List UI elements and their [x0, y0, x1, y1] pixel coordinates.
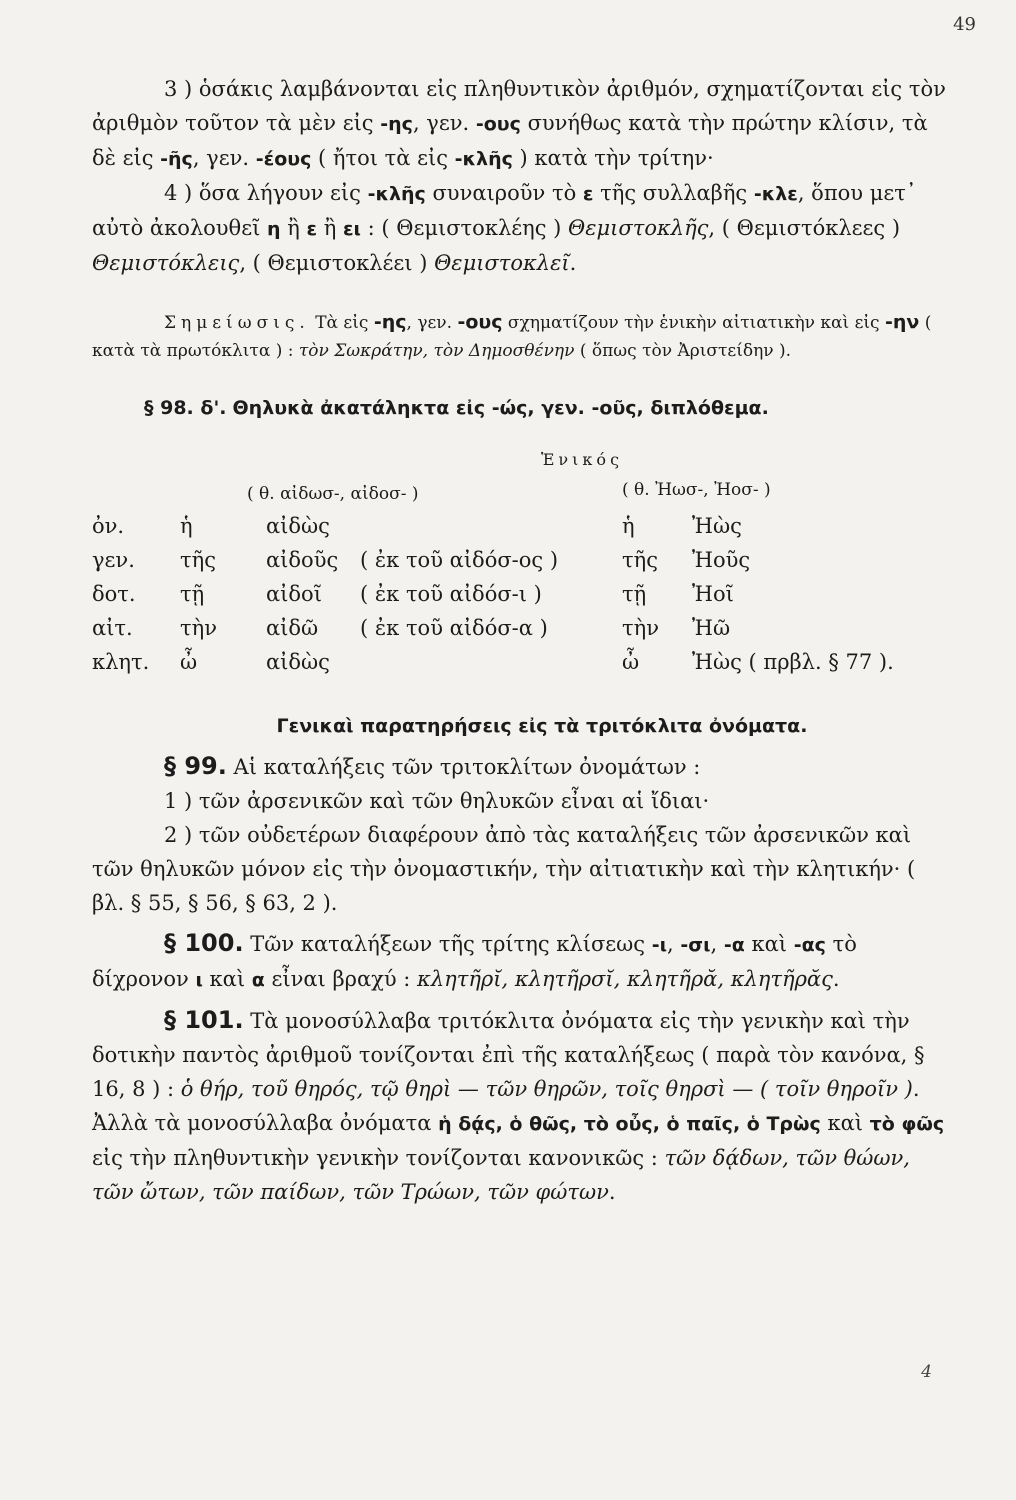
stem-aidos: ( θ. αἰδωσ-, αἰδοσ- ): [247, 484, 419, 504]
section-99-item-2: 2 ) τῶν οὐδετέρων διαφέρουν ἀπὸ τὰς καταλήξεις τῶν ἀρσενικῶν καὶ τῶν θηλυκῶν μόνον εἰς τὴν ὀνομαστικήν, τὴν αἰτιατικὴν καὶ τὴν κλητικήν· ( βλ. § 55, § 56, § 63, 2 ).: [92, 823, 916, 915]
table-row: αἰτ. τὴν αἰδῶ ( ἐκ τοῦ αἰδόσ-α ) τὴν Ἠῶ: [92, 616, 731, 640]
section-98-heading: § 98. δ'. Θηλυκὰ ἀκατάληκτα εἰς -ώς, γεν. -οῦς, διπλόθεμα.: [144, 397, 769, 419]
page-content: [92, 72, 952, 1209]
paragraph-3: 3 ) ὁσάκις λαμβάνονται εἰς πληθυντικὸν ἀριθμόν, σχηματίζονται εἰς τὸν ἀριθμὸν τοῦτον τὰ μὲν εἰς -ης, γεν. -ους συνήθως κατὰ τὴν πρώτην κλίσιν, τὰ δὲ εἰς -ῆς, γεν. -έους ( ἤτοι τὰ εἰς -κλῆς ) κατὰ τὴν τρίτην·: [92, 77, 946, 170]
section-99: [92, 749, 952, 920]
remark-note: Σημείωσις. Τὰ εἰς -ης, γεν. -ους σχηματίζουν τὴν ἑνικὴν αἰτιατικὴν καὶ εἰς -ην ( κατὰ τὰ πρωτόκλιτα ) : τὸν Σωκράτην, τὸν Δημοσθένην ( ὅπως τὸν Ἀριστείδην ).: [92, 311, 932, 361]
general-remarks-heading: Γενικαὶ παρατηρήσεις εἰς τὰ τριτόκλιτα ὀνόματα.: [276, 715, 808, 737]
table-row: ὀν. ἡ αἰδὼς ἡ Ἠὼς: [92, 514, 742, 538]
section-101: § 101. Τὰ μονοσύλλαβα τριτόκλιτα ὀνόματα εἰς τὴν γενικὴν καὶ τὴν δοτικὴν παντὸς ἀριθμοῦ τονίζονται ἐπὶ τῆς καταλήξεως ( παρὰ τὸν κανόνα, § 16, 8 ) : ὁ θήρ, τοῦ θηρός, τῷ θηρὶ — τῶν θηρῶν, τοῖς θηρσὶ — ( τοῖν θηροῖν ). Ἀλλὰ τὰ μονοσύλλαβα ὀνόματα ἡ δᾴς, ὁ θῶς, τὸ οὖς, ὁ παῖς, ὁ Τρὼς καὶ τὸ φῶς εἰς τὴν πληθυντικὴν γενικὴν τονίζονται κανονικῶς : τῶν δᾴδων, τῶν θώων, τῶν ὤτων, τῶν παίδων, τῶν Τρώων, τῶν φώτων.: [92, 1006, 945, 1204]
declension-table: [92, 509, 942, 679]
stem-eos: ( θ. Ἠωσ-, Ἠοσ- ): [622, 480, 771, 500]
table-row: κλητ. ὦ αἰδὼς ὦ Ἠὼς ( πρβλ. § 77 ).: [92, 650, 894, 674]
singular-label: Ἑνικός: [540, 450, 624, 469]
section-100: § 100. Τῶν καταλήξεων τῆς τρίτης κλίσεως -ι, -σι, -α καὶ -ας τὸ δίχρονον ι καὶ α εἶναι βραχύ : κλητῆρῐ, κλητῆρσῐ, κλητῆρᾰ, κλητῆρᾰς.: [92, 929, 857, 991]
signature-mark: 4: [921, 1362, 932, 1382]
table-row: δοτ. τῇ αἰδοῖ ( ἐκ τοῦ αἰδόσ-ι ) τῇ Ἠοῖ: [92, 582, 734, 606]
stem-row: [92, 477, 952, 507]
table-row: γεν. τῆς αἰδοῦς ( ἐκ τοῦ αἰδόσ-ος ) τῆς Ἠοῦς: [92, 548, 751, 572]
section-99-item-1: 1 ) τῶν ἀρσενικῶν καὶ τῶν θηλυκῶν εἶναι αἱ ἴδιαι·: [164, 789, 710, 813]
section-99-lead: § 99. Αἱ καταλήξεις τῶν τριτοκλίτων ὀνομάτων :: [164, 752, 701, 780]
paragraph-4: 4 ) ὅσα λήγουν εἰς -κλῆς συναιροῦν τὸ ε τῆς συλλαβῆς -κλε, ὅπου μετ᾽ αὐτὸ ἀκολουθεῖ η ἢ ε ἢ ει : ( Θεμιστοκλέης ) Θεμιστοκλῆς, ( Θεμιστόκλεες ) Θεμιστόκλεις, ( Θεμιστοκλέει ) Θεμιστοκλεῖ.: [92, 181, 917, 275]
page-number: 49: [953, 14, 976, 35]
